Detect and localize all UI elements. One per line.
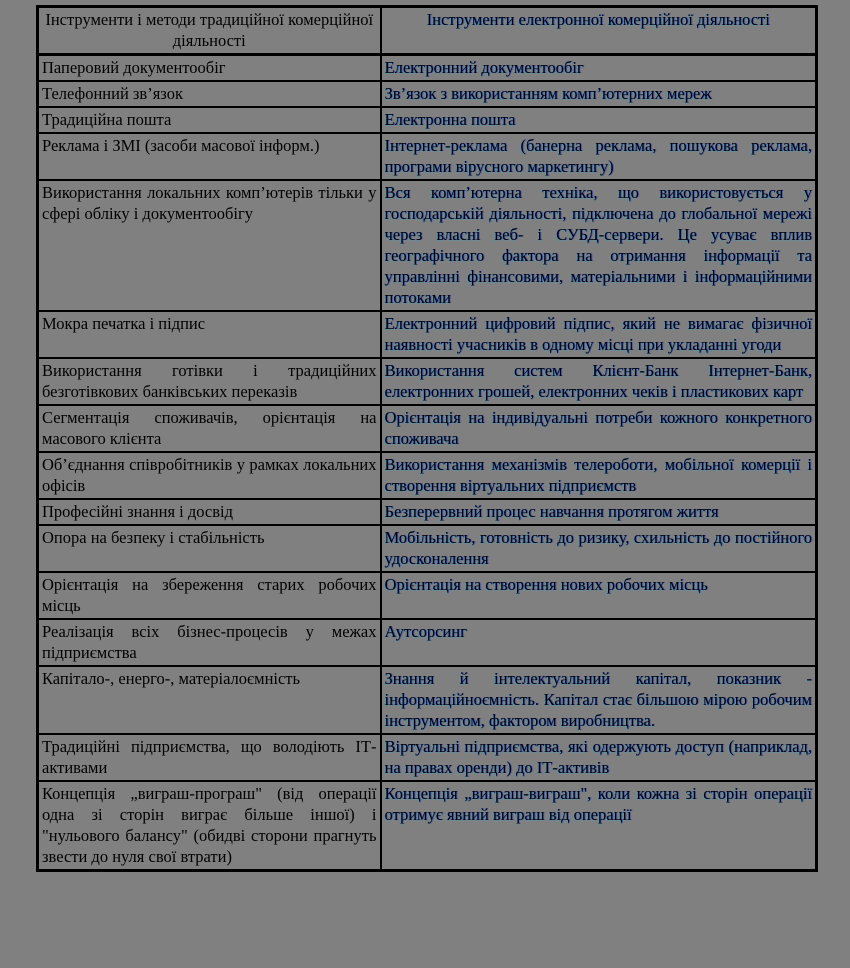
- table-row: [38, 107, 817, 133]
- cell-electronic: Електронний цифровий підпис, який не вимагає фізичної наявності учасників в одному місці при укладанні угоди: [381, 311, 817, 358]
- table-row: [38, 180, 817, 311]
- cell-traditional: Професійні знання і досвід: [38, 499, 381, 525]
- table-row: [38, 619, 817, 666]
- cell-traditional: Паперовий документообіг: [38, 55, 381, 82]
- cell-electronic: Електронна пошта: [381, 107, 817, 133]
- table-row: [38, 55, 817, 82]
- cell-traditional: Мокра печатка і підпис: [38, 311, 381, 358]
- cell-electronic: Концепція „виграш-виграш", коли кожна зі сторін операції отримує явний виграш від операції: [381, 781, 817, 871]
- cell-traditional: Реалізація всіх бізнес-процесів у межах підприємства: [38, 619, 381, 666]
- header-row: [38, 7, 817, 55]
- table-row: [38, 734, 817, 781]
- cell-traditional: Використання локальних комп’ютерів тільки у сфері обліку і документообігу: [38, 180, 381, 311]
- cell-traditional: Об’єднання співробітників у рамках локальних офісів: [38, 452, 381, 499]
- table-row: [38, 452, 817, 499]
- cell-electronic: Аутсорсинг: [381, 619, 817, 666]
- cell-electronic: Віртуальні підприємства, які одержують доступ (наприклад, на правах оренди) до ІТ-активів: [381, 734, 817, 781]
- table-row: [38, 525, 817, 572]
- cell-electronic: Орієнтація на індивідуальні потреби кожного конкретного споживача: [381, 405, 817, 452]
- table-row: [38, 572, 817, 619]
- cell-traditional: Опора на безпеку і стабільність: [38, 525, 381, 572]
- cell-electronic: Електронний документообіг: [381, 55, 817, 82]
- header-cell-traditional: Інструменти і методи традиційної комерційної діяльності: [38, 7, 381, 55]
- cell-traditional: Традиційні підприємства, що володіють ІТ-активами: [38, 734, 381, 781]
- cell-traditional: Традиційна пошта: [38, 107, 381, 133]
- cell-electronic: Орієнтація на створення нових робочих місць: [381, 572, 817, 619]
- cell-traditional: Капітало-, енерго-, матеріалоємність: [38, 666, 381, 734]
- cell-electronic: Використання механізмів телероботи, мобільної комерції і створення віртуальних підприємств: [381, 452, 817, 499]
- table-row: [38, 311, 817, 358]
- header-cell-electronic: Інструменти електронної комерційної діяльності: [381, 7, 817, 55]
- cell-electronic: Безперервний процес навчання протягом життя: [381, 499, 817, 525]
- cell-traditional: Телефонний зв’язок: [38, 81, 381, 107]
- cell-traditional: Використання готівки і традиційних безготівкових банківських переказів: [38, 358, 381, 405]
- table-row: [38, 405, 817, 452]
- comparison-table: [36, 5, 818, 872]
- document-page: [0, 5, 850, 968]
- cell-electronic: Зв’язок з використанням комп’ютерних мереж: [381, 81, 817, 107]
- cell-traditional: Сегментація споживачів, орієнтація на масового клієнта: [38, 405, 381, 452]
- cell-traditional: Концепція „виграш-програш" (від операції одна зі сторін виграє більше іншої) і "нульового балансу" (обидві сторони прагнуть звести до нуля свої втрати): [38, 781, 381, 871]
- cell-electronic: Вся комп’ютерна техніка, що використовується у господарській діяльності, підключена до глобальної мережі через власні веб- і СУБД-сервери. Це усуває вплив географічного фактора на отримання інформації та управлінні фінансовими, матеріальними і інформаційними потоками: [381, 180, 817, 311]
- cell-electronic: Використання систем Клієнт-Банк Інтернет-Банк, електронних грошей, електронних чеків і пластикових карт: [381, 358, 817, 405]
- table-row: [38, 781, 817, 871]
- cell-traditional: Реклама і ЗМІ (засоби масової інформ.): [38, 133, 381, 180]
- cell-electronic: Знання й інтелектуальний капітал, показник - інформаційноємність. Капітал стає більшою мірою робочим інструментом, фактором виробництва.: [381, 666, 817, 734]
- cell-electronic: Інтернет-реклама (банерна реклама, пошукова реклама, програми вірусного маркетингу): [381, 133, 817, 180]
- table-row: [38, 81, 817, 107]
- cell-electronic: Мобільність, готовність до ризику, схильність до постійного удосконалення: [381, 525, 817, 572]
- cell-traditional: Орієнтація на збереження старих робочих місць: [38, 572, 381, 619]
- table-row: [38, 133, 817, 180]
- table-body: [38, 55, 817, 871]
- table-row: [38, 666, 817, 734]
- table-row: [38, 358, 817, 405]
- table-row: [38, 499, 817, 525]
